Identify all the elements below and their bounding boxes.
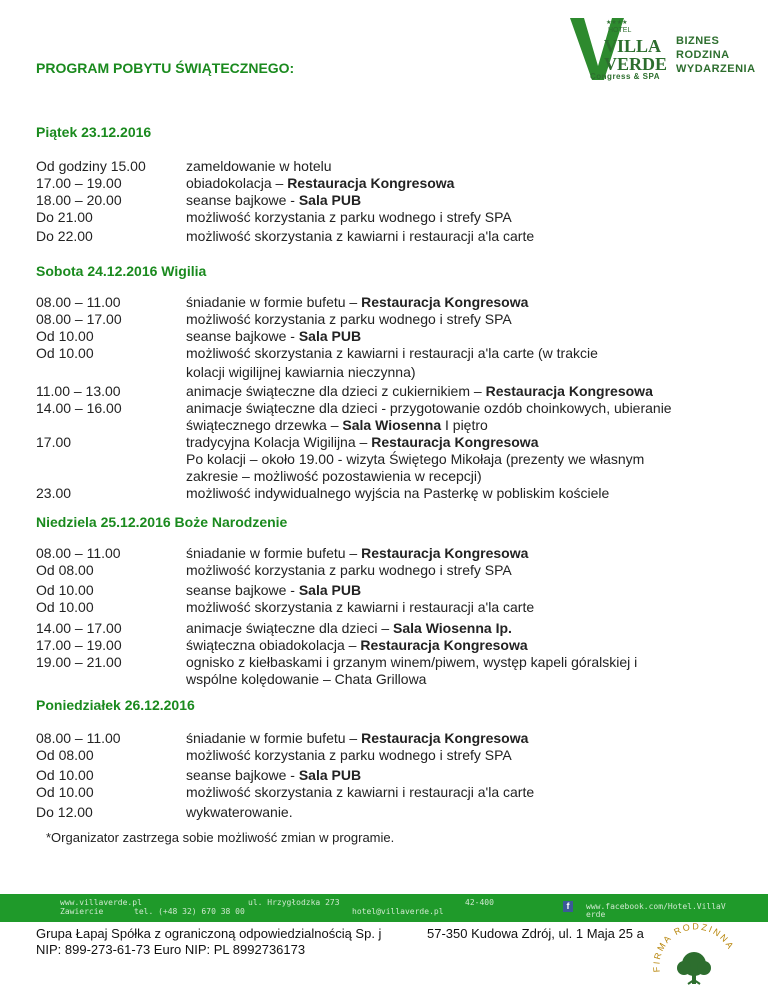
schedule-description: kolacji wigilijnej kawiarnia nieczynna) <box>186 364 416 380</box>
schedule-description: możliwość korzystania z parku wodnego i strefy SPA <box>186 747 512 763</box>
logo-subtitle: Congress & SPA <box>590 72 660 81</box>
schedule-time: Od 10.00 <box>36 767 94 783</box>
schedule-time: 08.00 – 11.00 <box>36 294 121 310</box>
schedule-description: wspólne kolędowanie – Chata Grillowa <box>186 671 427 687</box>
schedule-description: świąteczna obiadokolacja – Restauracja Kongresowa <box>186 637 528 653</box>
venue-name: Sala PUB <box>298 767 362 783</box>
schedule-description: świątecznego drzewka – Sala Wiosenna I piętro <box>186 417 488 433</box>
footer-email: hotel@villaverde.pl <box>352 907 444 916</box>
schedule-description: animacje świąteczne dla dzieci z cukiernikiem – Restauracja Kongresowa <box>186 383 653 399</box>
company-nip: NIP: 899-273-61-73 Euro NIP: PL 8992736173 <box>36 942 306 957</box>
logo-tagline: BIZNES RODZINA WYDARZENIA <box>676 35 756 75</box>
disclaimer-note: *Organizator zastrzega sobie możliwość zmian w programie. <box>46 830 395 845</box>
schedule-description: możliwość korzystania z parku wodnego i strefy SPA <box>186 562 512 578</box>
schedule-description: śniadanie w formie bufetu – Restauracja Kongresowa <box>186 730 529 746</box>
venue-name: Restauracja Kongresowa <box>361 545 529 561</box>
company-info <box>36 926 381 958</box>
day-heading: Piątek 23.12.2016 <box>36 124 152 140</box>
footer-phone: tel. (+48 32) 670 38 00 <box>134 907 245 916</box>
schedule-time: Od 10.00 <box>36 599 94 615</box>
schedule-time: 18.00 – 20.00 <box>36 192 122 208</box>
schedule-time: 14.00 – 17.00 <box>36 620 122 636</box>
footer-zip: 42-400 <box>465 898 494 907</box>
venue-name: Sala PUB <box>298 582 362 598</box>
tree-icon <box>677 952 711 984</box>
venue-name: Sala Wiosenna <box>342 417 442 433</box>
venue-name: Restauracja Kongresowa <box>371 434 539 450</box>
footer-facebook-cont: erde <box>586 910 606 919</box>
schedule-description: seanse bajkowe - Sala PUB <box>186 328 362 344</box>
schedule-description: zakresie – możliwość pozostawienia w recepcji) <box>186 468 482 484</box>
schedule-time: 14.00 – 16.00 <box>36 400 122 416</box>
schedule-time: 17.00 – 19.00 <box>36 637 122 653</box>
schedule-description: Po kolacji – około 19.00 - wizyta Świętego Mikołaja (prezenty we własnym <box>186 451 645 467</box>
footer-bar <box>0 894 768 922</box>
schedule-description: możliwość skorzystania z kawiarni i restauracji a'la carte <box>186 599 535 615</box>
venue-name: Restauracja Kongresowa <box>360 637 528 653</box>
schedule-description: możliwość korzystania z parku wodnego i strefy SPA <box>186 209 512 225</box>
company-name: Grupa Łapaj Spółka z ograniczoną odpowiedzialnością Sp. j <box>36 926 382 941</box>
footer-city: Zawiercie <box>60 907 104 916</box>
day-heading: Sobota 24.12.2016 Wigilia <box>36 263 207 279</box>
schedule-description: wykwaterowanie. <box>186 804 293 820</box>
hotel-logo <box>568 14 758 84</box>
day-heading: Poniedziałek 26.12.2016 <box>36 697 195 713</box>
venue-name: Sala Wiosenna Ip. <box>393 620 512 636</box>
schedule-description: obiadokolacja – Restauracja Kongresowa <box>186 175 455 191</box>
schedule-time: 17.00 <box>36 434 72 450</box>
schedule-time: Od 08.00 <box>36 562 94 578</box>
schedule-time: Od 08.00 <box>36 747 94 763</box>
schedule-time: Do 21.00 <box>36 209 93 225</box>
schedule-time: Od godziny 15.00 <box>36 158 146 174</box>
schedule-time: Od 10.00 <box>36 784 94 800</box>
schedule-time: 08.00 – 17.00 <box>36 311 122 327</box>
company-address: 57-350 Kudowa Zdrój, ul. 1 Maja 25 a <box>427 926 644 941</box>
svg-text:★★★★: ★★★★ <box>606 19 628 26</box>
venue-name: Restauracja Kongresowa <box>361 294 529 310</box>
schedule-description: śniadanie w formie bufetu – Restauracja Kongresowa <box>186 294 529 310</box>
footer-website: www.villaverde.pl <box>60 898 142 907</box>
schedule-time: Od 10.00 <box>36 345 94 361</box>
schedule-time: Od 10.00 <box>36 582 94 598</box>
venue-name: Restauracja Kongresowa <box>485 383 653 399</box>
venue-name: Sala PUB <box>298 192 362 208</box>
schedule-description: seanse bajkowe - Sala PUB <box>186 767 362 783</box>
schedule-time: 11.00 – 13.00 <box>36 383 121 399</box>
schedule-description: tradycyjna Kolacja Wigilijna – Restauracja Kongresowa <box>186 434 539 450</box>
schedule-description: możliwość skorzystania z kawiarni i restauracji a'la carte <box>186 228 535 244</box>
schedule-description: możliwość skorzystania z kawiarni i restauracji a'la carte <box>186 784 535 800</box>
schedule-description: seanse bajkowe - Sala PUB <box>186 582 362 598</box>
footer-facebook: www.facebook.com/Hotel.VillaV <box>586 902 726 911</box>
schedule-description: seanse bajkowe - Sala PUB <box>186 192 362 208</box>
schedule-description: śniadanie w formie bufetu – Restauracja Kongresowa <box>186 545 529 561</box>
footer-street: ul. Hrzygłodzka 273 <box>248 898 340 907</box>
schedule-time: 17.00 – 19.00 <box>36 175 122 191</box>
svg-text:VILLA: VILLA <box>604 36 662 56</box>
facebook-icon: f <box>563 901 573 912</box>
schedule-description: animacje świąteczne dla dzieci – Sala Wiosenna Ip. <box>186 620 512 636</box>
schedule-time: 08.00 – 11.00 <box>36 545 121 561</box>
svg-text:VERDE: VERDE <box>604 54 668 74</box>
schedule-time: 08.00 – 11.00 <box>36 730 121 746</box>
svg-text:FIRMA RODZINNA: FIRMA RODZINNA <box>651 921 737 973</box>
venue-name: Restauracja Kongresowa <box>287 175 455 191</box>
schedule-time: Do 22.00 <box>36 228 93 244</box>
schedule-time: Od 10.00 <box>36 328 94 344</box>
schedule-description: możliwość skorzystania z kawiarni i restauracji a'la carte (w trakcie <box>186 345 598 361</box>
schedule-description: możliwość korzystania z parku wodnego i strefy SPA <box>186 311 512 327</box>
schedule-description: animacje świąteczne dla dzieci - przygotowanie ozdób choinkowych, ubieranie <box>186 400 672 416</box>
schedule-description: możliwość indywidualnego wyjścia na Pasterkę w pobliskim kościele <box>186 485 610 501</box>
schedule-time: 19.00 – 21.00 <box>36 654 122 670</box>
schedule-time: Do 12.00 <box>36 804 93 820</box>
schedule-time: 23.00 <box>36 485 72 501</box>
day-heading: Niedziela 25.12.2016 Boże Narodzenie <box>36 514 288 530</box>
page-title: PROGRAM POBYTU ŚWIĄTECZNEGO: <box>36 60 295 76</box>
venue-name: Restauracja Kongresowa <box>361 730 529 746</box>
schedule-description: ognisko z kiełbaskami i grzanym winem/piwem, występ kapeli góralskiej i <box>186 654 638 670</box>
schedule-description: zameldowanie w hotelu <box>186 158 332 174</box>
venue-name: Sala PUB <box>298 328 362 344</box>
family-business-emblem <box>648 920 738 994</box>
svg-text:HOTEL: HOTEL <box>608 27 632 34</box>
